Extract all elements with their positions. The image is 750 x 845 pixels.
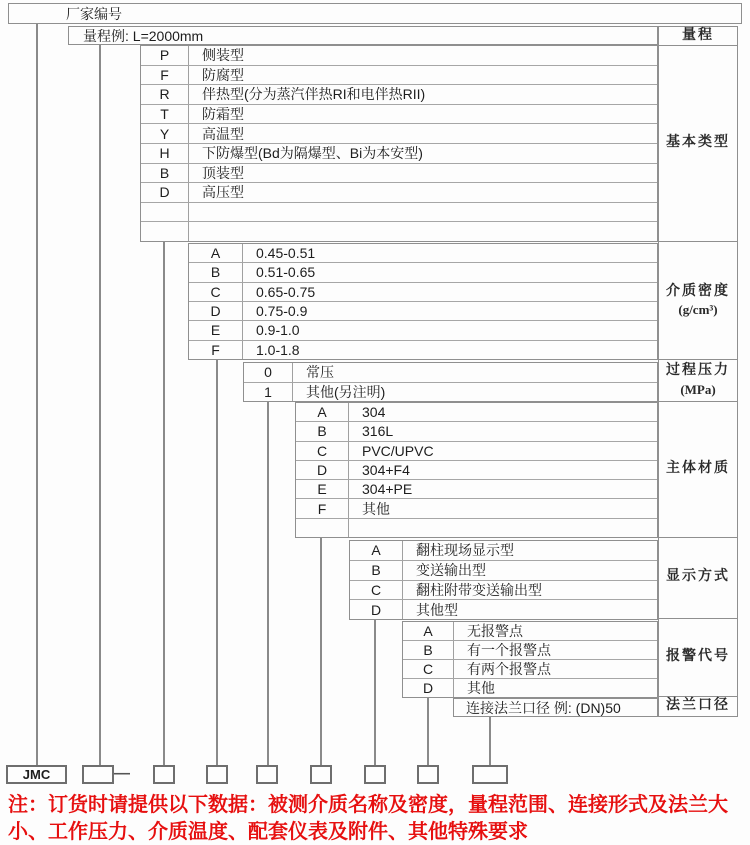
- option-code: 0: [244, 363, 293, 382]
- option-row: [141, 164, 657, 184]
- option-description: 有两个报警点: [467, 661, 551, 677]
- connector-line-flange: [489, 717, 491, 765]
- option-code: E: [189, 321, 243, 339]
- connector-line-material: [320, 538, 322, 765]
- option-code: A: [296, 403, 349, 421]
- option-row: [189, 244, 657, 263]
- factory-code-row: [8, 3, 742, 24]
- model-prefix-box: JMC: [6, 765, 67, 784]
- option-row: [141, 222, 657, 241]
- option-row: [296, 403, 657, 422]
- section-display-mode: [349, 540, 658, 620]
- option-code: R: [141, 85, 189, 104]
- option-row: [296, 461, 657, 480]
- option-code: F: [141, 66, 189, 85]
- option-row: [141, 183, 657, 203]
- option-description: 高压型: [202, 184, 244, 201]
- option-code: D: [403, 679, 454, 697]
- option-description: PVC/UPVC: [362, 442, 434, 459]
- option-row: [244, 363, 657, 383]
- section-body-material: [295, 402, 658, 538]
- option-code: A: [189, 244, 243, 262]
- label-display-mode: 显示方式: [659, 538, 737, 620]
- option-row: [141, 105, 657, 125]
- option-row: [141, 66, 657, 86]
- option-code: [296, 519, 349, 537]
- option-code: D: [189, 302, 243, 320]
- option-code: F: [189, 341, 243, 359]
- option-row: [141, 124, 657, 144]
- option-row: [296, 480, 657, 499]
- option-row: [244, 383, 657, 402]
- option-description: 1.0-1.8: [256, 341, 300, 358]
- option-code: T: [141, 105, 189, 124]
- option-code: A: [350, 541, 403, 560]
- option-code: [141, 222, 189, 241]
- option-description: [189, 203, 657, 222]
- label-alarm-code: 报警代号: [659, 619, 737, 697]
- option-description: 变送输出型: [416, 562, 486, 579]
- option-row: [296, 519, 657, 537]
- option-code: B: [296, 422, 349, 440]
- option-row: [141, 144, 657, 164]
- code-box-flange: [472, 765, 508, 784]
- code-box-basic-type: [153, 765, 175, 784]
- option-row: [189, 321, 657, 340]
- option-row: [189, 283, 657, 302]
- option-code: D: [141, 183, 189, 202]
- option-code: C: [189, 283, 243, 301]
- section-alarm-code: [402, 621, 658, 698]
- option-code: 1: [244, 383, 293, 402]
- option-description: 顶装型: [202, 164, 244, 181]
- option-description: 连接法兰口径 例: (DN)50: [466, 699, 621, 716]
- connector-line-display: [374, 620, 376, 765]
- code-box-alarm: [417, 765, 439, 784]
- connector-line-range: [99, 45, 101, 765]
- connector-line-pressure: [267, 402, 269, 765]
- option-code: F: [296, 499, 349, 517]
- option-code: C: [296, 442, 349, 460]
- option-description: 下防爆型(Bd为隔爆型、Bi为本安型): [202, 145, 423, 162]
- section-basic-type: [140, 45, 658, 242]
- option-description: 常压: [306, 364, 334, 381]
- option-code: B: [403, 641, 454, 659]
- category-label-column: [658, 26, 738, 717]
- option-row: [141, 46, 657, 66]
- option-description: 304+PE: [362, 481, 413, 498]
- section-flange-size: [453, 698, 658, 717]
- label-range: 量程: [659, 27, 737, 46]
- option-row: [350, 600, 657, 619]
- option-code: D: [296, 461, 349, 479]
- option-description: 其他(另注明): [306, 383, 386, 400]
- option-row: [454, 699, 657, 716]
- model-dash: —: [114, 764, 130, 782]
- label-medium-density: 介质密度 (g/cm³): [659, 242, 737, 360]
- option-row: [141, 203, 657, 223]
- range-example-row: [68, 26, 658, 45]
- factory-code-label: 厂家编号: [66, 5, 122, 22]
- section-process-pressure: [243, 362, 658, 402]
- option-row: [403, 622, 657, 641]
- option-row: [350, 561, 657, 581]
- label-body-material: 主体材质: [659, 402, 737, 538]
- label-flange-size: 法兰口径: [666, 698, 730, 714]
- option-row: [189, 263, 657, 282]
- option-row: [403, 641, 657, 660]
- option-row: [403, 660, 657, 679]
- label-process-pressure: 过程压力 (MPa): [659, 360, 737, 402]
- connector-line-basic-type: [163, 242, 165, 765]
- order-note: 注：订货时请提供以下数据：被测介质名称及密度，量程范围、连接形式及法兰大小、工作压力、介质温度、配套仪表及附件、其他特殊要求: [8, 794, 728, 843]
- option-description: 304: [362, 404, 386, 421]
- code-box-display: [364, 765, 386, 784]
- option-description: 无报警点: [467, 623, 523, 639]
- option-row: [350, 581, 657, 601]
- code-box-density: [206, 765, 228, 784]
- option-code: A: [403, 622, 454, 640]
- option-code: [141, 203, 189, 222]
- code-box-material: [310, 765, 332, 784]
- option-description: 防霜型: [202, 106, 244, 123]
- option-description: [189, 222, 657, 241]
- option-description: 0.65-0.75: [256, 283, 316, 300]
- option-row: [296, 499, 657, 518]
- option-description: 伴热型(分为蒸汽伴热RI和电伴热RII): [202, 86, 426, 103]
- option-description: 304+F4: [362, 461, 410, 478]
- range-example-label: 量程例: L=2000mm: [83, 27, 204, 44]
- option-description: 侧装型: [202, 47, 244, 64]
- option-row: [141, 85, 657, 105]
- option-description: 0.51-0.65: [256, 264, 316, 281]
- option-row: [189, 302, 657, 321]
- connector-line-density: [216, 360, 218, 765]
- option-row: [296, 422, 657, 441]
- connector-line-alarm: [427, 698, 429, 765]
- option-row: [403, 679, 657, 697]
- label-basic-type: 基本类型: [659, 46, 737, 242]
- option-code: B: [189, 263, 243, 281]
- option-description: 0.9-1.0: [256, 322, 300, 339]
- connector-line-factory: [36, 24, 38, 765]
- option-code: B: [350, 561, 403, 580]
- section-medium-density: [188, 243, 658, 360]
- option-description: 0.75-0.9: [256, 303, 308, 320]
- option-row: [350, 541, 657, 561]
- option-code: C: [350, 581, 403, 600]
- option-row: [189, 341, 657, 359]
- option-description: 有一个报警点: [467, 642, 551, 658]
- option-description: 翻柱附带变送输出型: [416, 581, 542, 598]
- code-box-pressure: [256, 765, 278, 784]
- option-code: E: [296, 480, 349, 498]
- option-description: 防腐型: [202, 66, 244, 83]
- option-description: 高温型: [202, 125, 244, 142]
- option-description: 其他型: [416, 601, 458, 618]
- code-box-range: [82, 765, 114, 784]
- option-description: [349, 519, 657, 537]
- option-description: 316L: [362, 423, 394, 440]
- option-description: 其他: [362, 500, 390, 517]
- option-code: B: [141, 164, 189, 183]
- option-code: P: [141, 46, 189, 65]
- option-code: D: [350, 600, 403, 619]
- option-description: 翻柱现场显示型: [416, 542, 514, 559]
- option-code: C: [403, 660, 454, 678]
- option-description: 其他: [467, 680, 495, 696]
- option-code: Y: [141, 124, 189, 143]
- option-row: [296, 442, 657, 461]
- option-code: H: [141, 144, 189, 163]
- option-description: 0.45-0.51: [256, 245, 316, 262]
